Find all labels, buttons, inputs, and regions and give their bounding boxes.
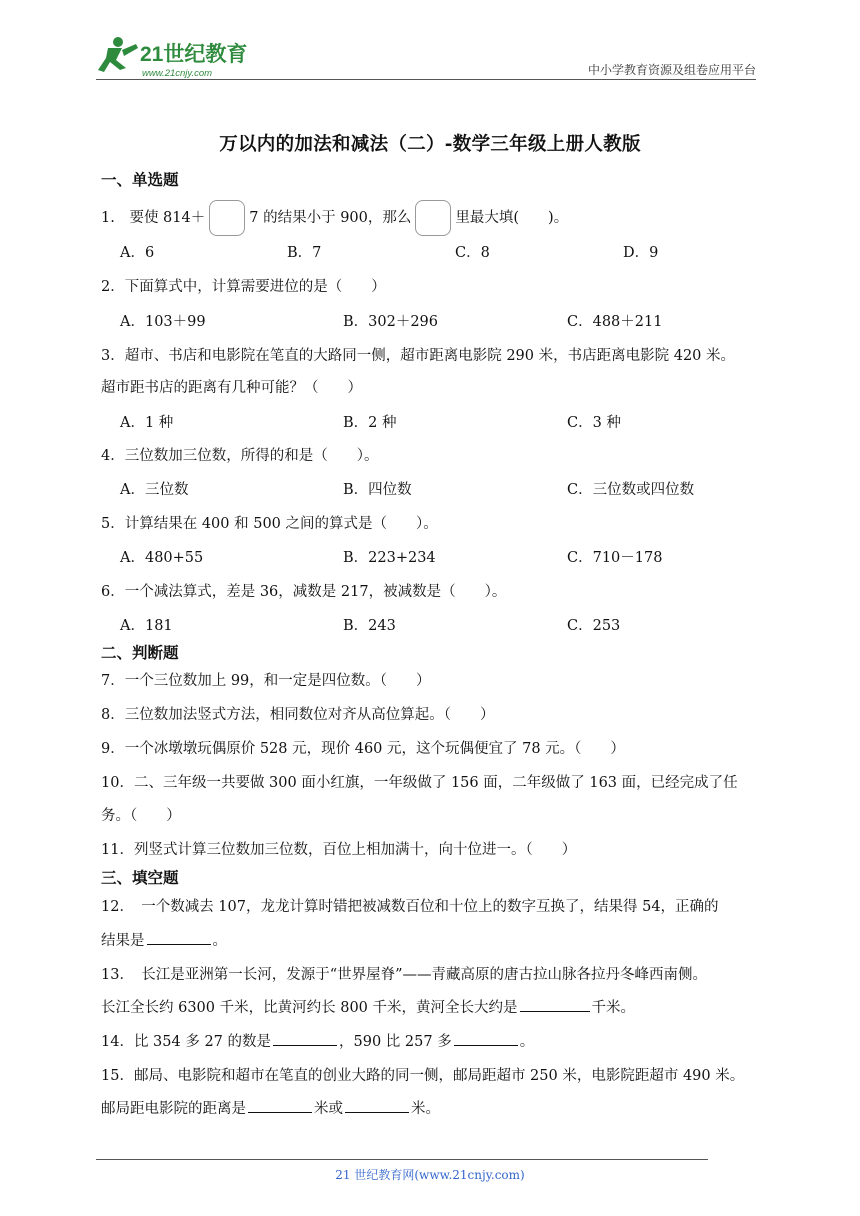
footer-divider [96,1159,708,1160]
q2-option-b[interactable]: B．302＋296 [343,314,439,330]
q14-part3: 。 [519,1034,535,1050]
answer-blank[interactable] [147,930,211,945]
question-12-line1: 12． 一个数减去 107，龙龙计算时错把被减数百位和十位上的数字互换了，结果得 54，正确的 [101,899,719,915]
answer-blank[interactable] [273,1031,337,1046]
question-2: 2．下面算式中，计算需要进位的是（ ） [101,279,386,295]
question-5: 5．计算结果在 400 和 500 之间的算式是（ ）。 [101,516,438,532]
q15-mid: 米或 [314,1101,343,1117]
header-divider [96,79,756,80]
q14-part1: 14．比 354 多 27 的数是 [101,1034,272,1050]
q12-text: 结果是 [101,933,145,949]
logo-text: 21世纪教育 [140,43,248,66]
q6-option-a[interactable]: A．181 [120,618,173,634]
question-3-line2: 超市距书店的距离有几种可能？（ ） [101,380,362,396]
logo-21cnjy [96,34,266,80]
question-6: 6．一个减法算式，差是 36，减数是 217，被减数是（ ）。 [101,584,507,600]
q15-end: 米。 [411,1101,440,1117]
answer-box[interactable] [209,200,245,236]
question-15-line1: 15．邮局、电影院和超市在笔直的创业大路的同一侧，邮局距超市 250 米，电影院距超市 490 米。 [101,1068,745,1084]
q1-number: 1. [101,210,115,226]
question-13-line2 [101,996,635,1017]
q1-part2: 7 的结果小于 900，那么 [249,210,412,226]
q1-part3: 里最大填( )。 [455,210,569,226]
page-header [0,0,860,90]
question-8: 8．三位数加法竖式方法，相同数位对齐从高位算起。（ ） [101,707,495,723]
question-10-line2: 务。（ ） [101,808,181,824]
q4-option-c[interactable]: C．三位数或四位数 [567,482,695,498]
question-10-line1: 10．二、三年级一共要做 300 面小红旗，一年级做了 156 面，二年级做了 163 面，已经完成了任 [101,775,738,791]
q1-option-a[interactable]: A．6 [120,245,155,261]
question-7: 7．一个三位数加上 99，和一定是四位数。（ ） [101,673,431,689]
q3-option-b[interactable]: B．2 种 [343,415,397,431]
page-footer[interactable]: 21 世纪教育网(www.21cnjy.com) [335,1168,525,1182]
section-true-false: 二、判断题 [101,643,179,662]
question-15-line2 [101,1097,440,1118]
q2-option-a[interactable]: A．103＋99 [120,314,206,330]
q1-part1: 要使 814＋ [129,210,206,226]
q1-option-b[interactable]: B．7 [287,245,322,261]
q6-option-b[interactable]: B．243 [343,618,396,634]
q5-option-a[interactable]: A．480+55 [120,550,204,566]
q2-option-c[interactable]: C．488＋211 [567,314,663,330]
logo-url: www.21cnjy.com [142,68,213,79]
answer-blank[interactable] [520,997,590,1012]
question-1 [101,200,568,236]
q3-option-a[interactable]: A．1 种 [120,415,174,431]
q15-text: 邮局距电影院的距离是 [101,1101,246,1117]
q5-option-b[interactable]: B．223+234 [343,550,436,566]
section-single-choice: 一、单选题 [101,170,179,189]
answer-box[interactable] [415,200,451,236]
answer-blank[interactable] [248,1098,312,1113]
answer-blank[interactable] [345,1098,409,1113]
q13-end: 千米。 [591,1000,636,1016]
question-3-line1: 3．超市、书店和电影院在笔直的大路同一侧，超市距离电影院 290 米，书店距离电影院 420 米。 [101,348,736,364]
q13-text: 长江全长约 6300 千米，比黄河约长 800 千米，黄河全长大约是 [101,1000,518,1016]
question-12-line2 [101,929,227,950]
q4-option-a[interactable]: A．三位数 [120,482,189,498]
q1-option-c[interactable]: C．8 [455,245,490,261]
answer-blank[interactable] [454,1031,518,1046]
q1-option-d[interactable]: D．9 [623,245,659,261]
question-13-line1: 13． 长江是亚洲第一长河，发源于“世界屋脊”——青藏高原的唐古拉山脉各拉丹冬峰西南侧。 [101,967,708,983]
question-9: 9．一个冰墩墩玩偶原价 528 元，现价 460 元，这个玩偶便宜了 78 元。（ ） [101,741,625,757]
section-fill-blank: 三、填空题 [101,868,179,887]
question-4: 4．三位数加三位数，所得的和是（ ）。 [101,448,379,464]
q4-option-b[interactable]: B．四位数 [343,482,412,498]
q3-option-c[interactable]: C．3 种 [567,415,621,431]
question-14 [101,1030,534,1051]
question-11: 11．列竖式计算三位数加三位数，百位上相加满十，向十位进一。（ ） [101,842,577,858]
page-title: 万以内的加法和减法（二）-数学三年级上册人教版 [219,134,641,155]
q14-part2: ，590 比 257 多 [339,1034,452,1050]
q6-option-c[interactable]: C．253 [567,618,621,634]
platform-name: 中小学教育资源及组卷应用平台 [587,63,756,77]
q12-end: 。 [212,933,227,949]
q5-option-c[interactable]: C．710－178 [567,550,663,566]
